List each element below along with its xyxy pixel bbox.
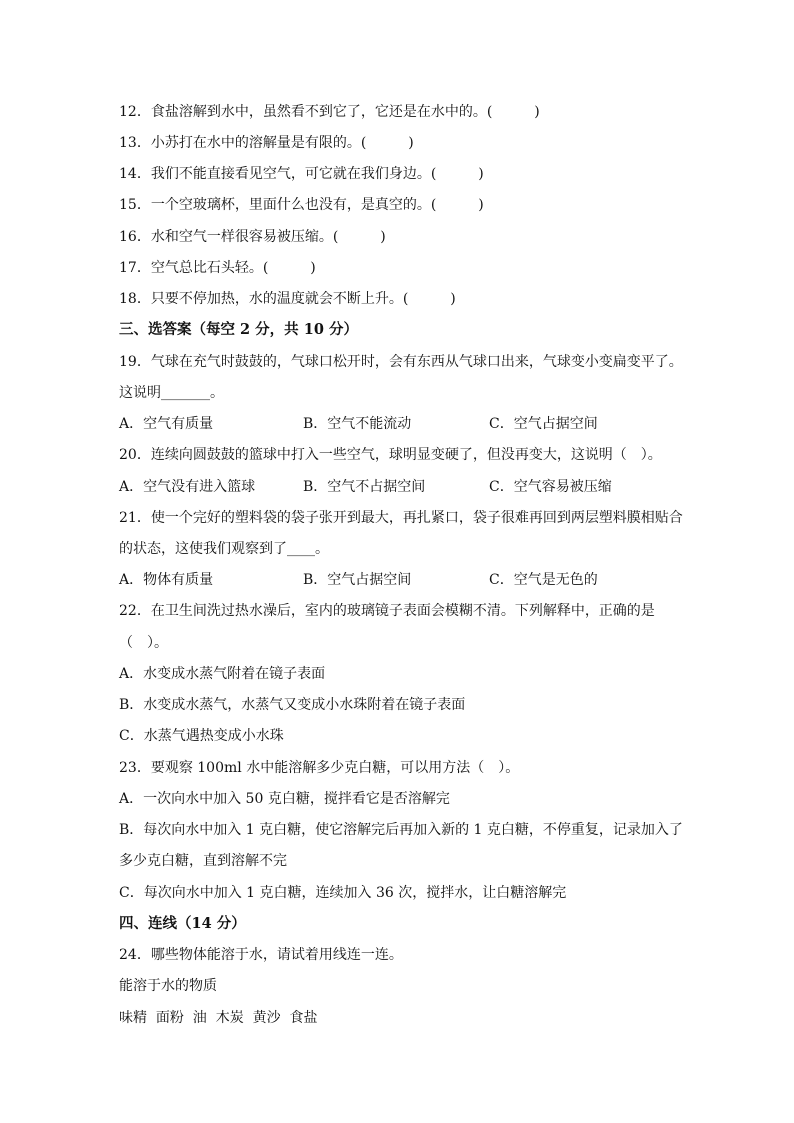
option-b: B．空气不占据空间 — [303, 479, 426, 495]
soluble-label: 能溶于水的物质 — [119, 978, 217, 994]
question-23-line-1: 23．要观察 100ml 水中能溶解多少克白糖，可以用方法（ ）。 — [119, 760, 520, 776]
question-22-option-a: A．水变成水蒸气附着在镜子表面 — [119, 666, 326, 682]
option-c: C．空气是无色的 — [489, 572, 598, 588]
question-23-option-b-line-1: B．每次向水中加入 1 克白糖，使它溶解完后再加入新的 1 克白糖，不停重复，记录加入了 — [119, 822, 683, 838]
question-20-line-1: 20．连续向圆鼓鼓的篮球中打入一些空气，球明显变硬了，但没再变大，这说明（ ）。 — [119, 447, 662, 463]
question-19-line-2: 这说明_______。 — [119, 385, 224, 401]
question-22-line-2: （ ）。 — [119, 635, 168, 651]
option-a: A．空气有质量 — [119, 416, 214, 432]
question-23-option-a: A．一次向水中加入 50 克白糖，搅拌看它是否溶解完 — [119, 791, 450, 807]
question-15: 15．一个空玻璃杯，里面什么也没有，是真空的。( ) — [119, 197, 484, 213]
question-16: 16．水和空气一样很容易被压缩。( ) — [119, 229, 386, 245]
question-12: 12．食盐溶解到水中，虽然看不到它了，它还是在水中的。( ) — [119, 104, 540, 120]
question-14: 14．我们不能直接看见空气，可它就在我们身边。( ) — [119, 166, 484, 182]
question-22-option-c: C．水蒸气遇热变成小水珠 — [119, 728, 284, 744]
question-19-line-1: 19．气球在充气时鼓鼓的，气球口松开时，会有东西从气球口出来，气球变小变扁变平了。 — [119, 354, 683, 370]
question-19-options — [119, 413, 719, 435]
question-17: 17．空气总比石头轻。( ) — [119, 260, 316, 276]
option-a: A．物体有质量 — [119, 572, 214, 588]
option-c: C．空气占据空间 — [489, 416, 598, 432]
question-21-line-1: 21．使一个完好的塑料袋的袋子张开到最大，再扎紧口，袋子很难再回到两层塑料膜相贴合 — [119, 510, 683, 526]
section-4-heading: 四、连线（14 分） — [119, 915, 246, 932]
option-b: B．空气占据空间 — [303, 572, 412, 588]
substance-list: 味精 面粉 油 木炭 黄沙 食盐 — [119, 1010, 318, 1026]
option-c: C．空气容易被压缩 — [489, 479, 612, 495]
question-23-option-b-line-2: 多少克白糖，直到溶解不完 — [119, 853, 287, 869]
question-23-option-c: C．每次向水中加入 1 克白糖，连续加入 36 次，搅拌水，让白糖溶解完 — [119, 885, 567, 901]
question-21-options — [119, 569, 719, 591]
question-24: 24．哪些物体能溶于水，请试着用线连一连。 — [119, 947, 403, 963]
section-3-heading: 三、选答案（每空 2 分，共 10 分） — [119, 321, 358, 338]
option-b: B．空气不能流动 — [303, 416, 412, 432]
question-18: 18．只要不停加热，水的温度就会不断上升。( ) — [119, 291, 456, 307]
option-a: A．空气没有进入篮球 — [119, 479, 256, 495]
question-22-line-1: 22．在卫生间洗过热水澡后，室内的玻璃镜子表面会模糊不清。下列解释中，正确的是 — [119, 603, 655, 619]
question-21-line-2: 的状态，这使我们观察到了____。 — [119, 541, 329, 557]
question-20-options — [119, 476, 719, 498]
question-13: 13．小苏打在水中的溶解量是有限的。( ) — [119, 135, 414, 151]
question-22-option-b: B．水变成水蒸气，水蒸气又变成小水珠附着在镜子表面 — [119, 697, 466, 713]
